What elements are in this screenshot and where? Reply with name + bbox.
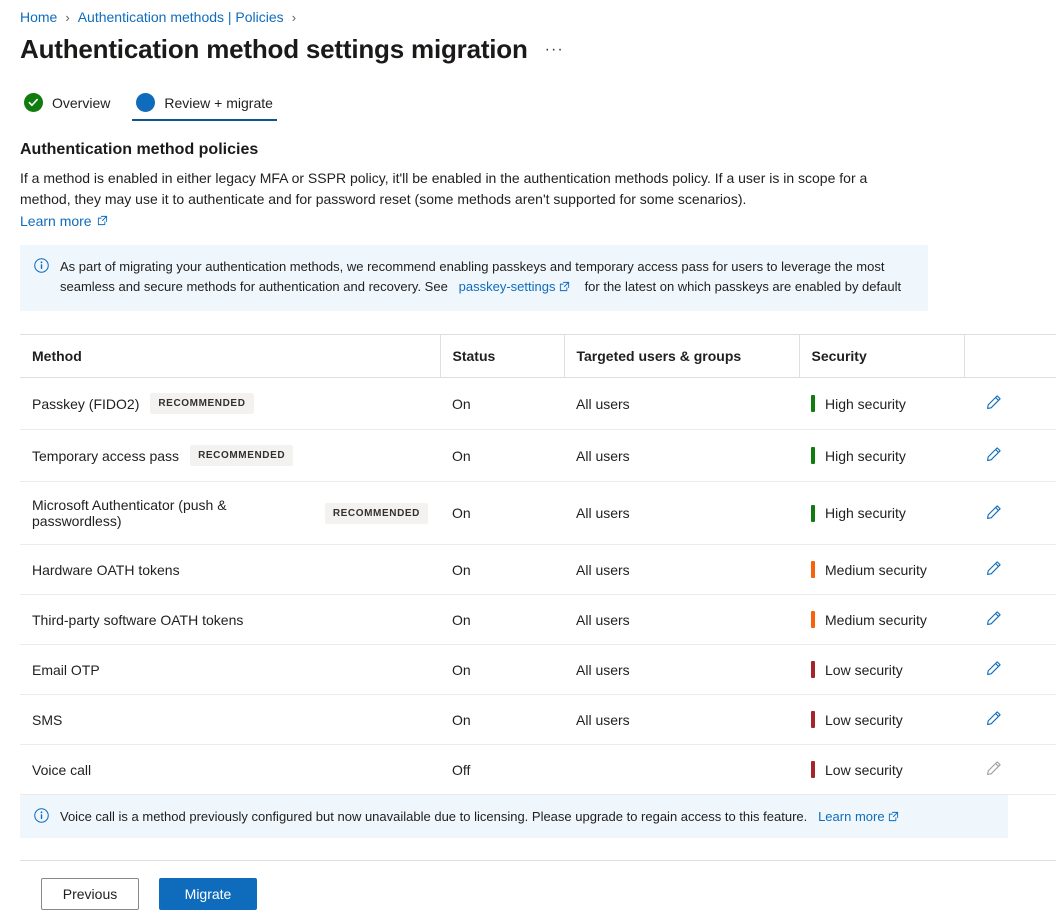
cell-edit bbox=[964, 645, 1056, 695]
cell-edit bbox=[964, 595, 1056, 645]
security-level-label: Low security bbox=[825, 661, 903, 678]
column-header-status: Status bbox=[440, 335, 564, 378]
method-name: Hardware OATH tokens bbox=[32, 561, 180, 578]
security-indicator bbox=[811, 395, 952, 412]
wizard-steps bbox=[0, 65, 1056, 121]
cell-method bbox=[20, 545, 440, 595]
method-name: Temporary access pass bbox=[32, 447, 180, 464]
cell-status: On bbox=[440, 695, 564, 745]
methods-table bbox=[20, 334, 1056, 795]
table-header-row bbox=[20, 335, 1056, 378]
security-level-bar bbox=[811, 561, 815, 578]
cell-security bbox=[799, 745, 964, 795]
security-indicator bbox=[811, 505, 952, 522]
cell-status: On bbox=[440, 545, 564, 595]
table-row bbox=[20, 430, 1056, 482]
external-link-icon bbox=[888, 810, 899, 825]
tab-overview-label: Overview bbox=[52, 94, 111, 111]
security-level-bar bbox=[811, 761, 815, 778]
method-name: Microsoft Authenticator (push & passwordless) bbox=[32, 497, 227, 529]
method-cell bbox=[32, 497, 428, 529]
voice-call-note-text bbox=[60, 809, 899, 825]
method-name: Third-party software OATH tokens bbox=[32, 611, 244, 628]
info-banner-text-before: As part of migrating your authentication methods, we recommend enabling passkeys and temporary access pass for users to leverage the most seamless and secure methods for authentication and recovery. See bbox=[60, 259, 885, 294]
edit-pencil-icon[interactable] bbox=[986, 446, 1002, 462]
method-cell bbox=[32, 712, 428, 728]
edit-pencil-icon[interactable] bbox=[986, 660, 1002, 676]
cell-targeted-users: All users bbox=[564, 595, 799, 645]
edit-pencil-icon[interactable] bbox=[986, 504, 1002, 520]
security-indicator bbox=[811, 611, 952, 628]
title-row bbox=[0, 25, 1056, 65]
breadcrumb-item-home[interactable]: Home bbox=[20, 9, 58, 25]
column-header-targeted-users: Targeted users & groups bbox=[564, 335, 799, 378]
security-indicator bbox=[811, 761, 952, 778]
cell-security bbox=[799, 695, 964, 745]
cell-edit bbox=[964, 430, 1056, 482]
cell-targeted-users: All users bbox=[564, 482, 799, 545]
passkey-settings-link[interactable]: passkey-settings bbox=[458, 279, 556, 294]
current-step-icon bbox=[136, 93, 155, 112]
cell-method bbox=[20, 482, 440, 545]
learn-more-label: Learn more bbox=[20, 213, 92, 229]
methods-table-body bbox=[20, 378, 1056, 795]
check-circle-icon bbox=[24, 93, 43, 112]
page-title: Authentication method settings migration bbox=[20, 34, 528, 64]
recommended-badge: RECOMMENDED bbox=[190, 445, 293, 466]
security-level-label: Medium security bbox=[825, 561, 927, 578]
table-row bbox=[20, 595, 1056, 645]
security-level-label: Low security bbox=[825, 711, 903, 728]
voice-call-note-message: Voice call is a method previously configured but now unavailable due to licensing. Please upgrade to regain access to this feature. bbox=[60, 808, 808, 824]
method-cell bbox=[32, 612, 428, 628]
security-level-bar bbox=[811, 395, 815, 412]
security-level-label: High security bbox=[825, 447, 906, 464]
edit-pencil-icon[interactable] bbox=[986, 610, 1002, 626]
cell-method bbox=[20, 378, 440, 430]
cell-method bbox=[20, 645, 440, 695]
method-name: SMS bbox=[32, 711, 63, 728]
external-link-icon bbox=[559, 278, 570, 298]
method-name: Voice call bbox=[32, 761, 92, 778]
cell-security bbox=[799, 430, 964, 482]
breadcrumb-item-authentication-methods-policies[interactable]: Authentication methods | Policies bbox=[77, 9, 284, 25]
method-cell bbox=[32, 662, 428, 678]
column-header-method: Method bbox=[20, 335, 440, 378]
security-indicator bbox=[811, 447, 952, 464]
info-banner-text bbox=[60, 257, 914, 298]
cell-targeted-users: All users bbox=[564, 430, 799, 482]
security-level-bar bbox=[811, 505, 815, 522]
info-banner-text-after: for the latest on which passkeys are enabled by default bbox=[584, 279, 902, 294]
security-level-bar bbox=[811, 611, 815, 628]
security-indicator bbox=[811, 661, 952, 678]
external-link-icon bbox=[97, 213, 108, 229]
tab-overview[interactable] bbox=[20, 93, 114, 121]
voice-call-learn-more-link[interactable]: Learn more bbox=[818, 808, 885, 824]
more-options-icon[interactable]: ··· bbox=[544, 40, 564, 58]
cell-edit bbox=[964, 482, 1056, 545]
security-level-label: Medium security bbox=[825, 611, 927, 628]
table-row bbox=[20, 695, 1056, 745]
edit-pencil-icon[interactable] bbox=[986, 560, 1002, 576]
cell-security bbox=[799, 595, 964, 645]
recommended-badge: RECOMMENDED bbox=[325, 503, 428, 524]
cell-status: On bbox=[440, 378, 564, 430]
tab-review-migrate-label: Review + migrate bbox=[164, 94, 273, 111]
policies-section bbox=[0, 121, 930, 231]
footer-actions bbox=[0, 861, 1056, 910]
security-indicator bbox=[811, 561, 952, 578]
methods-table-wrap bbox=[20, 334, 1056, 795]
security-level-label: Low security bbox=[825, 761, 903, 778]
table-row bbox=[20, 745, 1056, 795]
cell-edit bbox=[964, 695, 1056, 745]
tab-review-migrate[interactable] bbox=[132, 93, 277, 121]
info-icon bbox=[34, 258, 49, 279]
migrate-button[interactable]: Migrate bbox=[159, 878, 257, 910]
cell-status: On bbox=[440, 595, 564, 645]
edit-pencil-icon[interactable] bbox=[986, 394, 1002, 410]
cell-targeted-users: All users bbox=[564, 378, 799, 430]
method-name: Email OTP bbox=[32, 661, 100, 678]
cell-method bbox=[20, 595, 440, 645]
cell-method bbox=[20, 695, 440, 745]
security-level-label: High security bbox=[825, 395, 906, 412]
cell-status: Off bbox=[440, 745, 564, 795]
cell-status: On bbox=[440, 430, 564, 482]
section-title: Authentication method policies bbox=[20, 141, 259, 158]
cell-edit bbox=[964, 745, 1056, 795]
cell-targeted-users: All users bbox=[564, 645, 799, 695]
method-cell bbox=[32, 562, 428, 578]
cell-status: On bbox=[440, 645, 564, 695]
table-row bbox=[20, 545, 1056, 595]
table-row bbox=[20, 645, 1056, 695]
column-header-security: Security bbox=[799, 335, 964, 378]
method-cell bbox=[32, 762, 428, 778]
cell-targeted-users: All users bbox=[564, 695, 799, 745]
cell-security bbox=[799, 378, 964, 430]
info-banner bbox=[20, 245, 928, 311]
voice-call-note-banner bbox=[20, 795, 1008, 838]
table-row bbox=[20, 378, 1056, 430]
method-cell bbox=[32, 393, 428, 414]
section-description: If a method is enabled in either legacy MFA or SSPR policy, it'll be enabled in the authentication methods policy. If a user is in scope for a method, they may use it to authenticate and for password reset (some methods aren't supported for some scenarios). bbox=[20, 170, 868, 207]
methods-table-head bbox=[20, 335, 1056, 378]
cell-method bbox=[20, 430, 440, 482]
cell-security bbox=[799, 645, 964, 695]
cell-method bbox=[20, 745, 440, 795]
security-level-label: High security bbox=[825, 505, 906, 521]
method-cell bbox=[32, 445, 428, 466]
breadcrumb bbox=[0, 0, 1056, 25]
cell-security bbox=[799, 482, 964, 545]
edit-pencil-icon[interactable] bbox=[986, 710, 1002, 726]
cell-status: On bbox=[440, 482, 564, 545]
security-level-bar bbox=[811, 711, 815, 728]
security-level-bar bbox=[811, 447, 815, 464]
column-header-actions bbox=[964, 335, 1056, 378]
edit-pencil-icon bbox=[986, 760, 1002, 776]
cell-security bbox=[799, 545, 964, 595]
breadcrumb-separator-icon: › bbox=[291, 9, 297, 25]
cell-edit bbox=[964, 545, 1056, 595]
info-icon bbox=[34, 808, 49, 826]
breadcrumb-separator-icon: › bbox=[65, 9, 70, 25]
method-name: Passkey (FIDO2) bbox=[32, 395, 140, 412]
security-indicator bbox=[811, 711, 952, 728]
recommended-badge: RECOMMENDED bbox=[150, 393, 253, 414]
cell-targeted-users: All users bbox=[564, 545, 799, 595]
table-row bbox=[20, 482, 1056, 545]
learn-more-link[interactable] bbox=[20, 213, 108, 229]
security-level-bar bbox=[811, 661, 815, 678]
previous-button[interactable]: Previous bbox=[41, 878, 139, 910]
cell-targeted-users bbox=[564, 745, 799, 795]
cell-edit bbox=[964, 378, 1056, 430]
